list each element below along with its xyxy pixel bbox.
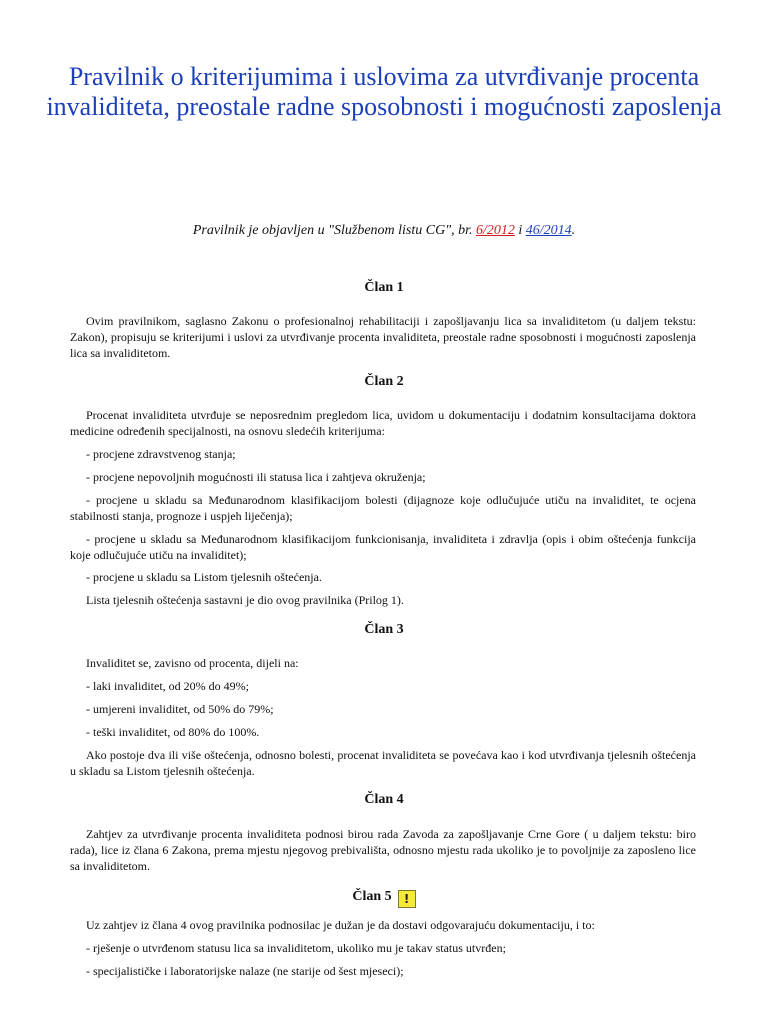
publication-suffix: . xyxy=(571,223,576,238)
article-1-paragraph: Ovim pravilnikom, saglasno Zakonu o profesionalnoj rehabilitaciji i zapošljavanju lica sa invaliditetom (u daljem tekstu: Zakon), propisuju se kriterijumi i uslovi za utvrđivanje procenta invaliditeta, preostale radne sposobnosti i mogućnosti zaposlenja lica sa invaliditetom. xyxy=(70,314,696,360)
publication-middle: i xyxy=(514,223,526,238)
article-2-item: - procjene u skladu sa Međunarodnom klasifikacijom funkcionisanja, invaliditeta i zdravlja (opis i obim oštećenja funkcija koje odlučujuće utiču na invaliditet); xyxy=(70,532,696,562)
gazette-link-2014[interactable]: 46/2014 xyxy=(525,223,572,238)
article-3-heading: Član 3 xyxy=(364,622,404,637)
article-3-paragraph: Invaliditet se, zavisno od procenta, dijeli na: xyxy=(86,656,299,670)
article-2-item: - procjene u skladu sa Listom tjelesnih oštećenja. xyxy=(86,570,322,584)
article-5-paragraph: Uz zahtjev iz člana 4 ovog pravilnika podnosilac je dužan je da dostavi odgovarajuću dokumentaciju, i to: xyxy=(86,918,595,932)
article-5-item: - specijalističke i laboratorijske nalaze (ne starije od šest mjeseci); xyxy=(86,964,404,978)
article-1-heading: Član 1 xyxy=(364,280,404,295)
article-3-closing: Ako postoje dva ili više oštećenja, odnosno bolesti, procenat invaliditeta se povećava kao i kod utvrđivanja tjelesnih oštećenja u skladu sa Listom tjelesnih oštećenja. xyxy=(70,748,696,778)
article-4-heading: Član 4 xyxy=(364,792,404,807)
article-5-heading xyxy=(0,888,768,908)
article-4-paragraph: Zahtjev za utvrđivanje procenta invaliditeta podnosi birou rada Zavoda za zapošljavanje Crne Gore ( u daljem tekstu: biro rada), lice iz člana 6 Zakona, prema mjestu njegovog prebivališta, odnosno mjestu rada ukoliko je to povoljnije za zaposleno lice sa invaliditetom. xyxy=(70,827,696,873)
article-2-item: - procjene u skladu sa Međunarodnom klasifikacijom bolesti (dijagnoze koje odlučujuće utiču na invaliditet, te ocjena stabilnosti stanja, prognoze i uspjeh liječenja); xyxy=(70,493,696,523)
article-3-item: - umjereni invaliditet, od 50% do 79%; xyxy=(86,702,274,716)
article-3-item: - laki invaliditet, od 20% do 49%; xyxy=(86,679,249,693)
article-2-paragraph: Procenat invaliditeta utvrđuje se neposrednim pregledom lica, uvidom u dokumentaciju i dodatnim konsultacijama doktora medicine određenih specijalnosti, na osnovu sledećih kriterijuma: xyxy=(70,408,696,438)
article-2-heading: Član 2 xyxy=(364,374,404,389)
gazette-link-2012[interactable]: 6/2012 xyxy=(476,223,515,238)
article-2-closing: Lista tjelesnih oštećenja sastavni je dio ovog pravilnika (Prilog 1). xyxy=(86,593,404,607)
article-5-heading-text: Član 5 xyxy=(352,889,392,904)
note-icon[interactable]: ! xyxy=(398,890,416,908)
publication-note xyxy=(40,222,728,240)
article-2-item: - procjene zdravstvenog stanja; xyxy=(86,447,236,461)
article-5-item: - rješenje o utvrđenom statusu lica sa invaliditetom, ukoliko mu je takav status utvrđen; xyxy=(86,941,506,955)
article-3-item: - teški invaliditet, od 80% do 100%. xyxy=(86,725,260,739)
document-title: Pravilnik o kriterijumima i uslovima za utvrđivanje procenta invaliditeta, preostale radne sposobnosti i mogućnosti zaposlenja xyxy=(46,62,722,121)
article-2-item: - procjene nepovoljnih mogućnosti ili statusa lica i zahtjeva okruženja; xyxy=(86,470,426,484)
publication-prefix: Pravilnik je objavljen u "Službenom listu CG", br. xyxy=(192,223,476,238)
